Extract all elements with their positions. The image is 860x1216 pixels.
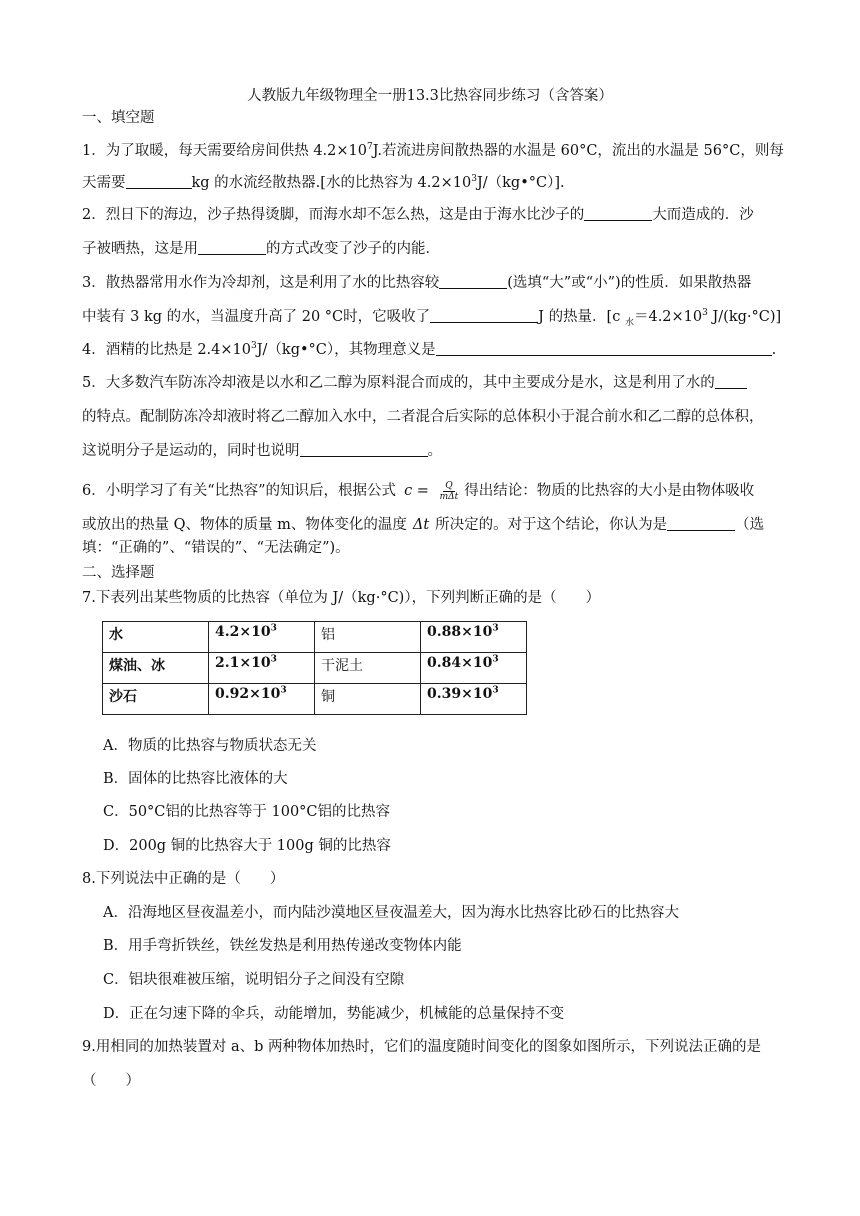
q6-line1: 6．小明学习了有关“比热容”的知识后，根据公式 c = $\frac{Q}{\text{mΔt}}$ 得出结论：物质的比热容的大小是由物体吸收 [82, 480, 755, 502]
q9-paren: （ ） [82, 1073, 140, 1089]
q6-line2: 或放出的热量 Q、物体的质量 m、物体变化的温度 Δt 所决定的。对于这个结论，你认为是 （选 [82, 517, 765, 533]
q2-line2: 子被晒热，这是用 的方式改变了沙子的内能． [82, 241, 440, 257]
table-cell: 煤油、冰 [103, 653, 209, 684]
q4-answer-blank[interactable] [436, 341, 772, 356]
table-cell: 铜 [315, 684, 421, 715]
table-row [103, 684, 527, 715]
table-cell: 铝 [315, 622, 421, 653]
q7-option-a[interactable]: A．物质的比热容与物质状态无关 [103, 738, 317, 754]
q7-stem: 7.下表列出某些物质的比热容（单位为 J/（kg·°C)），下列判断正确的是（ ） [82, 590, 601, 606]
section-fill-heading: 一、填空题 [82, 110, 155, 126]
section-choice-heading: 二、选择题 [82, 565, 155, 581]
q2-answer-blank-2[interactable] [198, 240, 266, 255]
specific-heat-table [102, 621, 527, 715]
q7-option-c[interactable]: C．50°C铝的比热容等于 100°C铝的比热容 [103, 804, 391, 820]
q5-answer-blank-2[interactable] [300, 442, 428, 457]
q8-option-b[interactable]: B．用手弯折铁丝，铁丝发热是利用热传递改变物体内能 [103, 938, 462, 954]
table-cell: 干泥土 [315, 653, 421, 684]
q1-answer-blank[interactable] [126, 174, 192, 189]
q9-stem: 9.用相同的加热装置对 a、b 两种物体加热时，它们的温度随时间变化的图象如图所示，下列说法正确的是 [82, 1039, 761, 1055]
specific-heat-formula: c = $\frac{Q}{\text{mΔt}}$ [404, 480, 459, 502]
q3-line1: 3．散热器常用水作为冷却剂，这是利用了水的比热容较 (选填“大”或“小”)的性质．如果散热器 [82, 275, 752, 291]
table-cell: 水 [103, 622, 209, 653]
q6-answer-blank[interactable] [667, 516, 735, 531]
table-cell: $0.88\times 10^3$ [421, 622, 527, 653]
q8-option-c[interactable]: C．铝块很难被压缩，说明铝分子之间没有空隙 [103, 972, 405, 988]
table-cell: $0.39\times 10^3$ [421, 684, 527, 715]
q2-answer-blank-1[interactable] [584, 206, 652, 221]
table-cell: $4.2\times 10^3$ [209, 622, 315, 653]
table-row [103, 653, 527, 684]
q8-option-a[interactable]: A．沿海地区昼夜温差小，而内陆沙漠地区昼夜温差大，因为海水比热容比砂石的比热容大 [103, 905, 679, 921]
q6-line3: 填：“正确的”、“错误的”、“无法确定”)。 [82, 540, 350, 556]
table-row [103, 622, 527, 653]
q5-line1: 5．大多数汽车防冻冷却液是以水和乙二醇为原料混合而成的，其中主要成分是水，这是利用了水的 [82, 371, 747, 392]
q3-answer-blank-2[interactable] [430, 308, 538, 323]
q5-line3: 这说明分子是运动的，同时也说明 。 [82, 443, 442, 459]
q8-option-d[interactable]: D．正在匀速下降的伞兵，动能增加，势能减少，机械能的总量保持不变 [103, 1006, 565, 1022]
q7-option-d[interactable]: D．200g 铜的比热容大于 100g 铜的比热容 [103, 838, 391, 854]
q4-line: 4．酒精的比热是 $2.4\times 10^3J/(kg•^\circ C)$，其物理意义是 . [82, 341, 777, 358]
q7-option-b[interactable]: B．固体的比热容比液体的大 [103, 771, 288, 787]
page-title: 人教版九年级物理全一册13.3比热容同步练习（含答案） [247, 88, 613, 104]
table-cell: 沙石 [103, 684, 209, 715]
q5-answer-blank-1[interactable] [715, 374, 747, 389]
q8-stem: 8.下列说法中正确的是（ ） [82, 871, 285, 887]
q3-line2: 中装有 3 kg 的水，当温度升高了 20 °C时，它吸收了 J 的热量．[c $_水=4.2\times 10^3$ J/(kg·°C)] [82, 308, 782, 328]
q1-line2: 天需要 kg 的水流经散热器.[水的比热容为 $4.2\times 10^3J/(kg•^\circ C)$]. [82, 174, 565, 191]
table-cell: $2.1\times 10^3$ [209, 653, 315, 684]
table-cell: $0.84\times 10^3$ [421, 653, 527, 684]
q5-line2: 的特点。配制防冻冷却液时将乙二醇加入水中，二者混合后实际的总体积小于混合前水和乙二醇的总体积， [82, 409, 764, 425]
q3-answer-blank-1[interactable] [439, 274, 507, 289]
table-cell: $0.92\times 10^3$ [209, 684, 315, 715]
q1-line1: 1．为了取暖，每天需要给房间供热 $4.2\times 10^7J$.若流进房间散热器的水温是 60°C，流出的水温是 56°C，则每 [82, 142, 784, 159]
q2-line1: 2．烈日下的海边，沙子热得烫脚，而海水却不怎么热，这是由于海水比沙子的 大而造成的．沙 [82, 207, 754, 223]
